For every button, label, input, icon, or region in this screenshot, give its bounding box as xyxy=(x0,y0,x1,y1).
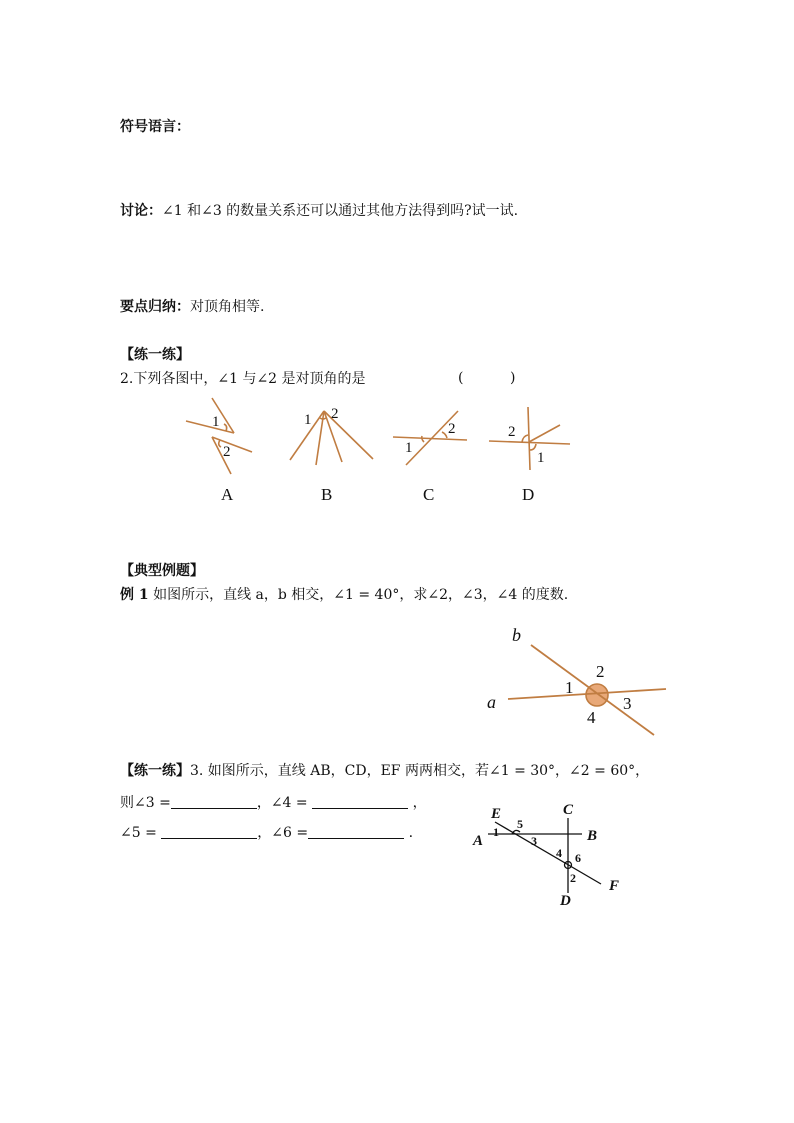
angle4-label-fig: 4 xyxy=(556,846,562,860)
example-line-b-label: b xyxy=(512,625,521,645)
answer-paren-close: ) xyxy=(510,370,516,386)
figure-c xyxy=(393,411,467,465)
line3-end: . xyxy=(408,825,414,841)
point-d-label: D xyxy=(560,893,571,909)
practice1-header: 【练一练】 xyxy=(120,347,190,363)
example-angle1-label: 1 xyxy=(565,678,574,697)
fig-b-angle1-label: 1 xyxy=(304,412,312,428)
fig-c-arc-1 xyxy=(442,432,447,438)
angle4-label: ，∠4 = xyxy=(256,795,308,811)
line-ef xyxy=(495,822,601,884)
example-header: 【典型例题】 xyxy=(120,563,204,579)
fig-a-angle1-label: 1 xyxy=(212,414,220,430)
example-text: 如图所示，直线 a，b 相交，∠1 = 40°，求∠2，∠3，∠4 的度数. xyxy=(153,587,569,603)
example-line-a-label: a xyxy=(487,692,496,712)
fig-a-option-label: A xyxy=(221,485,234,504)
example-angle3-label: 3 xyxy=(623,694,632,713)
fig-c-angle2-label: 2 xyxy=(448,421,456,437)
discussion-text: ∠1 和∠3 的数量关系还可以通过其他方法得到吗?试一试. xyxy=(162,203,519,219)
fig-c-option-label: C xyxy=(423,485,435,504)
fig-a-angle2-label: 2 xyxy=(223,444,231,460)
line2-end: ， xyxy=(412,795,427,811)
fig-b-angle2-label: 2 xyxy=(331,406,339,422)
answer-paren-open: ( xyxy=(458,370,464,386)
example-angle4-label: 4 xyxy=(587,708,596,727)
point-a-label: A xyxy=(473,833,484,849)
fig-d-option-label: D xyxy=(522,485,535,504)
angle3-label-fig: 3 xyxy=(531,834,537,848)
practice1-question: 2.下列各图中，∠1 与∠2 是对顶角的是 xyxy=(120,371,366,387)
practice2-figure xyxy=(488,818,601,893)
practice2-header: 【练一练】 xyxy=(120,763,190,779)
fig-d-line-3 xyxy=(529,425,560,442)
practice2-text: 3. 如图所示，直线 AB，CD，EF 两两相交，若∠1 = 30°，∠2 = 60°， xyxy=(190,763,650,779)
figure-d xyxy=(489,407,570,470)
fig-d-arc-1 xyxy=(522,435,528,442)
key-points-label: 要点归纳： xyxy=(120,299,190,315)
point-b-label: B xyxy=(587,828,598,844)
angle6-label: ，∠6 = xyxy=(257,825,309,841)
point-f-label: F xyxy=(609,878,620,894)
fig-d-line-2 xyxy=(528,407,530,470)
angle2-label-fig: 2 xyxy=(570,871,576,885)
discussion-label: 讨论： xyxy=(120,203,162,219)
point-c-label: C xyxy=(563,802,574,818)
angle3-label: 则∠3 = xyxy=(120,795,171,811)
example-label: 例 1 xyxy=(120,587,149,603)
example-angle2-label: 2 xyxy=(596,662,605,681)
fig-d-angle1-label: 1 xyxy=(537,450,545,466)
fig-d-arc-2 xyxy=(530,444,536,450)
angle6-label-fig: 6 xyxy=(575,851,581,865)
angle1-label: 1 xyxy=(493,825,499,839)
fig-d-angle2-label: 2 xyxy=(508,424,516,440)
fig-b-option-label: B xyxy=(321,485,333,504)
angle5-label: ∠5 = xyxy=(120,825,157,841)
point-e-label: E xyxy=(491,806,502,822)
fig-c-angle1-label: 1 xyxy=(405,440,413,456)
figure-a xyxy=(186,398,252,474)
key-points-text: 对顶角相等. xyxy=(190,299,265,315)
symbol-language-label: 符号语言： xyxy=(120,119,190,135)
angle5-label-fig: 5 xyxy=(517,817,523,831)
